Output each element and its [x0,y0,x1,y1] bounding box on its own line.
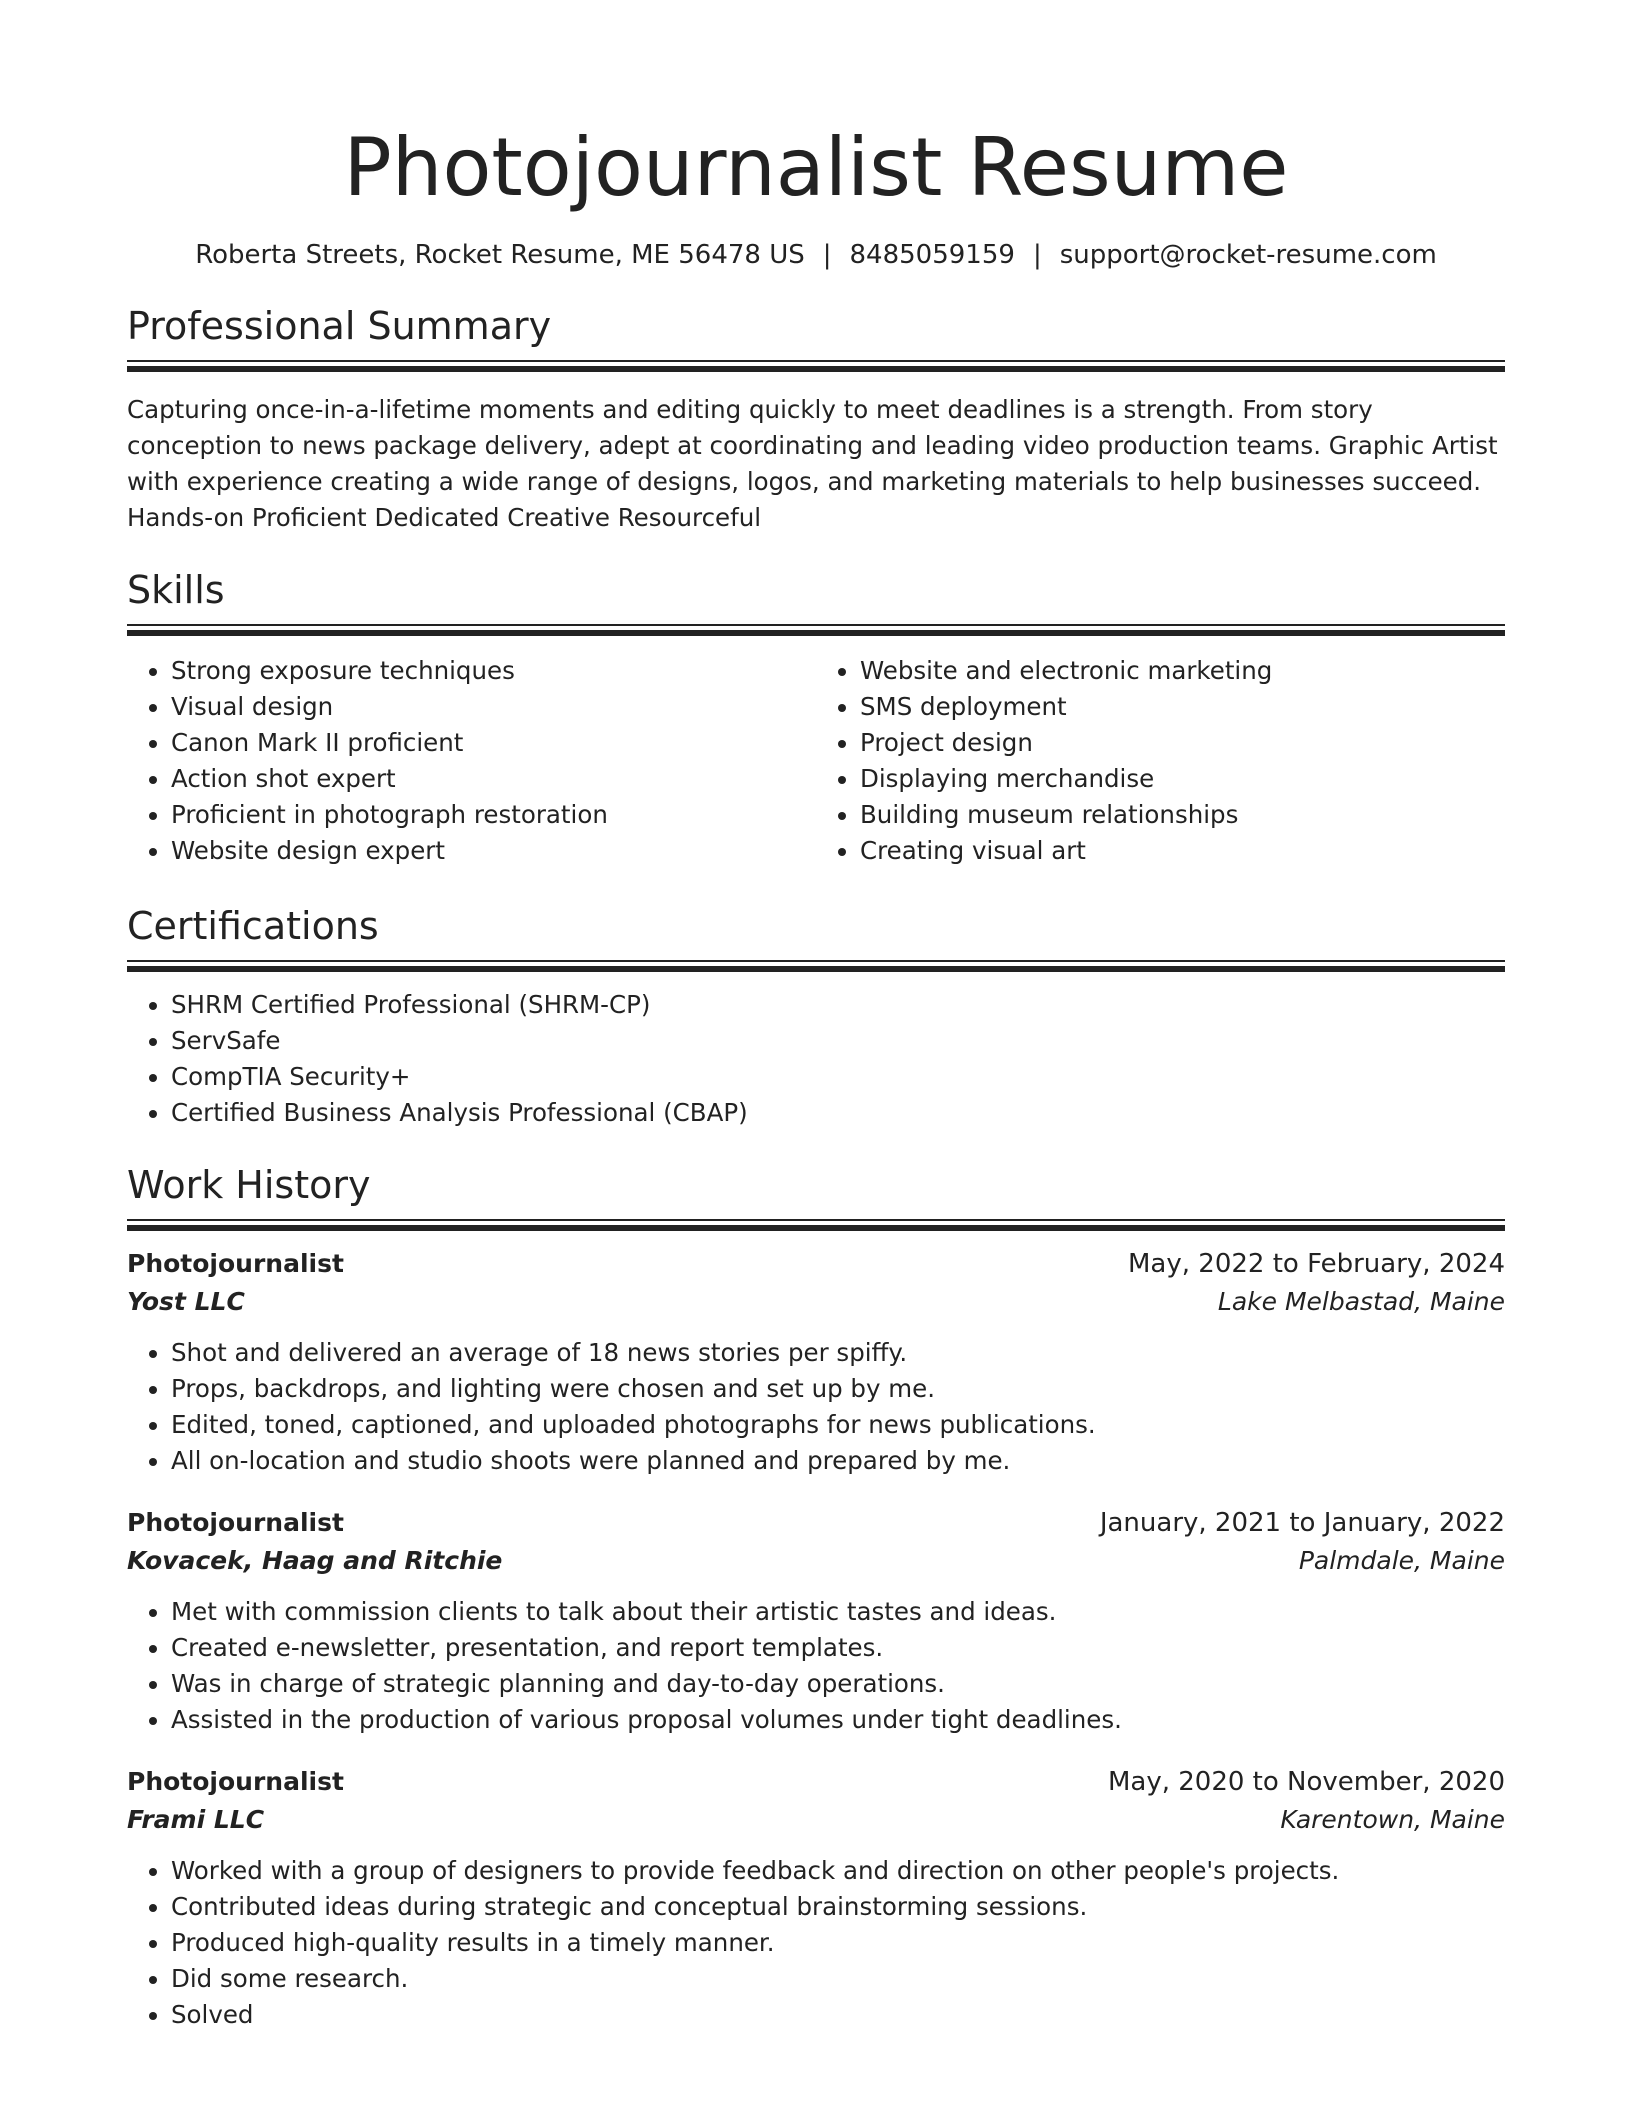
job-title: Photojournalist [127,1508,344,1537]
list-item: • Did some research. [171,1961,1505,1997]
summary-text: Capturing once-in-a-lifetime moments and editing quickly to meet deadlines is a strength. From story conception to news package delivery, adept at coordinating and leading video production teams. Graphic Artist with experience creating a wide range of designs, logos, and marketing materials to help businesses succeed. Hands-on Proficient Dedicated Creative Resourceful [127,395,1498,532]
list-item: • Building museum relationships [860,797,1505,833]
work-history-heading: Work History [127,1163,371,1207]
skills-columns [127,653,1505,869]
list-item: • Assisted in the production of various proposal volumes under tight deadlines. [171,1702,1505,1738]
contact-phone: 8485059159 [849,240,1015,270]
job-header-row [127,1245,1505,1283]
job-dates: May, 2020 to November, 2020 [1107,1767,1505,1797]
skills-heading: Skills [127,568,225,612]
list-item: • CompTIA Security+ [171,1059,1505,1095]
list-item: • Worked with a group of designers to provide feedback and direction on other people's projects. [171,1853,1505,1889]
summary-heading: Professional Summary [127,304,552,348]
list-item: • Shot and delivered an average of 18 news stories per spiffy. [171,1335,1505,1371]
job-header-row [127,1763,1505,1801]
list-item: • Produced high-quality results in a timely manner. [171,1925,1505,1961]
list-item: • Certified Business Analysis Professional (CBAP) [171,1095,1505,1131]
list-item: • Created e-newsletter, presentation, and report templates. [171,1630,1505,1666]
list-item: • Visual design [171,689,816,725]
job-location: Lake Melbastad, Maine [1217,1287,1505,1316]
list-item: • Solved [171,1997,1505,2033]
section-divider [127,1219,1505,1231]
list-item: • SHRM Certified Professional (SHRM-CP) [171,987,1505,1023]
summary-section [127,302,1505,536]
list-item: • Creating visual art [860,833,1505,869]
job-header-row [127,1504,1505,1542]
list-item: • Edited, toned, captioned, and uploaded photographs for news publications. [171,1407,1505,1443]
contact-address: Roberta Streets, Rocket Resume, ME 56478 US [195,240,805,270]
skills-list-left [127,653,816,869]
section-divider [127,624,1505,636]
list-item: • Website design expert [171,833,816,869]
skills-list-right [816,653,1505,869]
job-entry [127,1245,1505,1479]
contact-separator: | [822,240,832,270]
skills-section [127,566,1505,869]
list-item: • Canon Mark II proficient [171,725,816,761]
job-entry [127,1763,1505,2033]
list-item: • All on-location and studio shoots were planned and prepared by me. [171,1443,1505,1479]
job-company-row [127,1801,1505,1839]
job-bullets [127,1594,1505,1738]
job-company-row [127,1283,1505,1321]
list-item: • Props, backdrops, and lighting were chosen and set up by me. [171,1371,1505,1407]
list-item: • Action shot expert [171,761,816,797]
contact-separator: | [1032,240,1042,270]
job-location: Karentown, Maine [1280,1805,1505,1834]
list-item: • Website and electronic marketing [860,653,1505,689]
list-item: • Displaying merchandise [860,761,1505,797]
job-title: Photojournalist [127,1249,344,1278]
certifications-section [127,902,1505,1131]
job-company-row [127,1542,1505,1580]
list-item: • Project design [860,725,1505,761]
list-item: • Strong exposure techniques [171,653,816,689]
list-item: • Proficient in photograph restoration [171,797,816,833]
job-dates: January, 2021 to January, 2022 [1099,1508,1505,1538]
job-entry [127,1504,1505,1738]
job-location: Palmdale, Maine [1298,1546,1505,1575]
job-title: Photojournalist [127,1767,344,1796]
list-item: • ServSafe [171,1023,1505,1059]
section-divider [127,960,1505,972]
job-company: Kovacek, Haag and Ritchie [127,1546,503,1575]
contact-email: support@rocket-resume.com [1059,240,1437,270]
job-bullets [127,1853,1505,2033]
list-item: • SMS deployment [860,689,1505,725]
section-divider [127,360,1505,372]
contact-line [127,238,1505,272]
job-dates: May, 2022 to February, 2024 [1128,1249,1505,1279]
work-history-section [127,1161,1505,2033]
resume-title: Photojournalist Resume [343,121,1289,214]
certifications-heading: Certifications [127,904,379,948]
list-item: • Contributed ideas during strategic and conceptual brainstorming sessions. [171,1889,1505,1925]
job-company: Frami LLC [127,1805,265,1834]
certifications-list [127,987,1505,1131]
list-item: • Met with commission clients to talk about their artistic tastes and ideas. [171,1594,1505,1630]
job-company: Yost LLC [127,1287,245,1316]
job-bullets [127,1335,1505,1479]
list-item: • Was in charge of strategic planning and day-to-day operations. [171,1666,1505,1702]
